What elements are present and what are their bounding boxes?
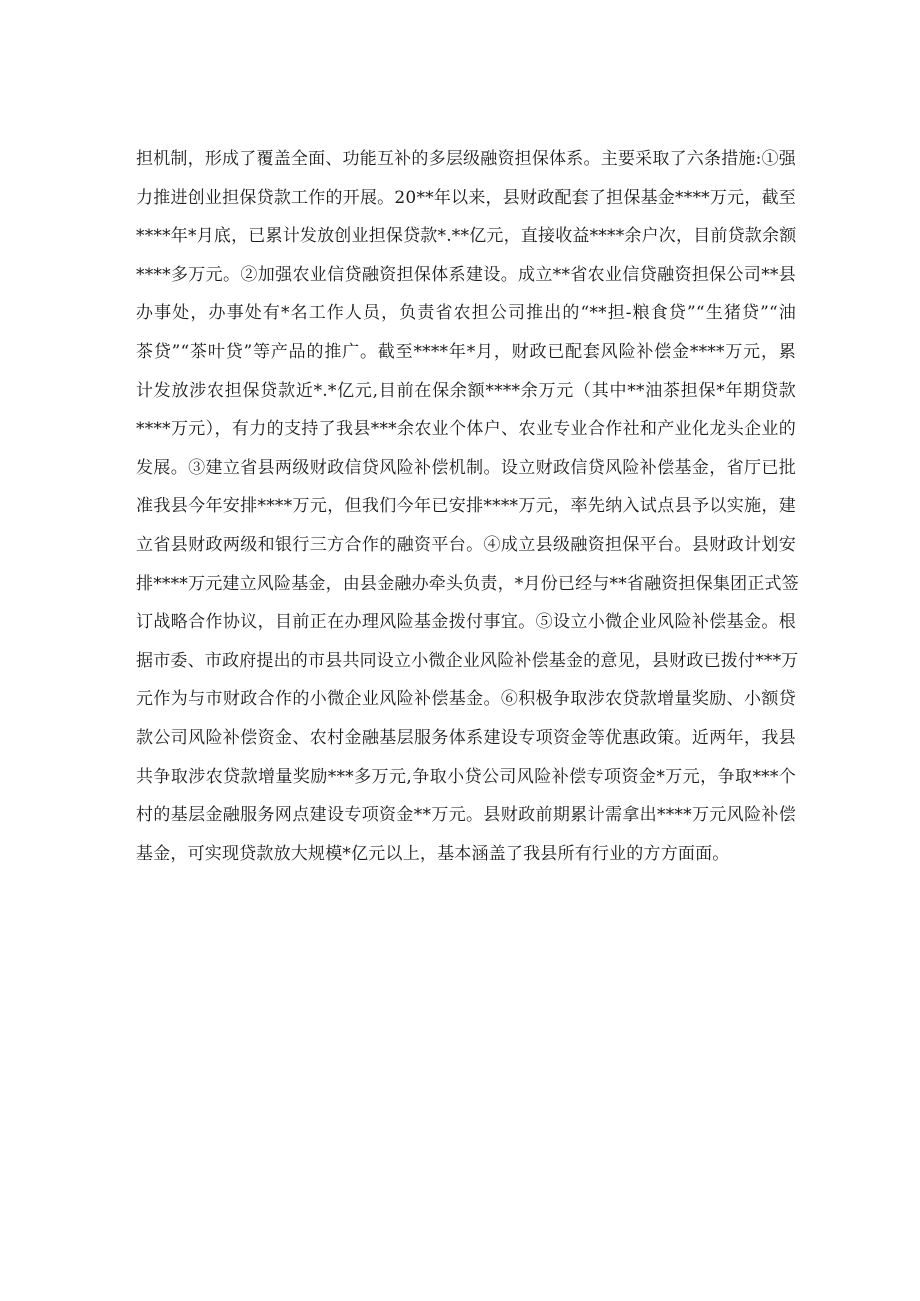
text-line: 茶贷”“茶叶贷”等产品的推广。截至****年*月，财政已配套风险补偿金****万元，累 [136,341,796,362]
text-line: 款公司风险补偿资金、农村金融基层服务体系建设专项资金等优惠政策。近两年，我县 [136,727,796,748]
text-line: ****万元），有力的支持了我县***余农业个体户、农业专业合作社和产业化龙头企业的 [136,419,796,440]
text-line: 据市委、市政府提出的市县共同设立小微企业风险补偿基金的意见，县财政已拨付***万 [136,650,799,671]
text-line: 担机制，形成了覆盖全面、功能互补的多层级融资担保体系。主要采取了六条措施:①强 [136,149,796,169]
text-line: ****年*月底，已累计发放创业担保贷款*.**亿元，直接收益****余户次，目前贷款余额 [136,226,797,247]
text-line: 订战略合作协议，目前正在办理风险基金拨付事宜。⑤设立小微企业风险补偿基金。根 [136,612,796,633]
text-line: 办事处，办事处有*名工作人员，负责省农担公司推出的“**担-粮食贷”“生猪贷”“油 [136,303,796,324]
text-line: 计发放涉农担保贷款近*.*亿元,目前在保余额****余万元（其中**油茶担保*年期贷款 [136,380,796,401]
text-line: 村的基层金融服务网点建设专项资金**万元。县财政前期累计需拿出****万元风险补偿 [136,805,796,826]
text-line: 力推进创业担保贷款工作的开展。20**年以来，县财政配套了担保基金****万元，截至 [136,187,796,208]
text-line: 发展。③建立省县两级财政信贷风险补偿机制。设立财政信贷风险补偿基金，省厅已批 [136,457,796,478]
text-line: 立省县财政两级和银行三方合作的融资平台。④成立县级融资担保平台。县财政计划安 [136,534,796,555]
text-line: ****多万元。②加强农业信贷融资担保体系建设。成立**省农业信贷融资担保公司**县 [136,264,796,285]
text-line: 共争取涉农贷款增量奖励***多万元,争取小贷公司风险补偿专项资金*万元，争取***个 [136,766,796,787]
body-paragraph [136,140,799,873]
text-line: 基金，可实现贷款放大规模*亿元以上，基本涵盖了我县所有行业的方方面面。 [136,843,730,864]
text-line: 元作为与市财政合作的小微企业风险补偿基金。⑥积极争取涉农贷款增量奖励、小额贷 [136,689,796,710]
text-line: 准我县今年安排****万元，但我们今年已安排****万元，率先纳入试点县予以实施，建 [136,496,796,517]
text-line: 排****万元建立风险基金，由县金融办牵头负责，*月份已经与**省融资担保集团正式签 [136,573,799,594]
